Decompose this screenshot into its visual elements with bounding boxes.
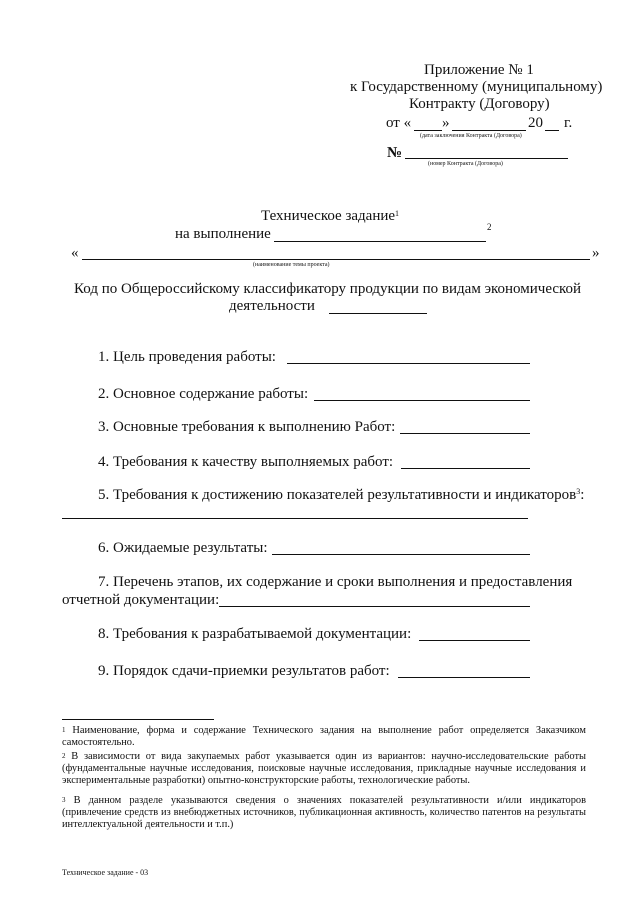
document-title: Техническое задание$^1$ [261, 208, 400, 224]
item-6-field[interactable] [272, 554, 530, 555]
item-4-field[interactable] [401, 468, 530, 469]
item-3-field[interactable] [400, 433, 530, 434]
okved-code-field[interactable] [329, 313, 427, 314]
date-year-field[interactable] [545, 130, 559, 131]
item-7-field[interactable] [219, 606, 530, 607]
footnote-ref-3: 3 [576, 487, 581, 496]
date-day-field[interactable] [414, 130, 442, 131]
item-8-label: 8. Требования к разрабатываемой документации: [98, 626, 412, 642]
contract-number-field[interactable] [405, 158, 568, 159]
appendix-line3: Контракту (Договору) [409, 96, 550, 112]
item-5-label: 5. Требования к достижению показателей результативности и индикаторов$^3$: [98, 487, 585, 503]
item-9-label: 9. Порядок сдачи-приемки результатов работ: [98, 663, 390, 679]
appendix-line2: к Государственному (муниципальному) [350, 79, 603, 95]
okved-line2: деятельности [229, 298, 315, 314]
item-6-label: 6. Ожидаемые результаты: [98, 540, 268, 556]
date-prefix: от « [386, 115, 412, 131]
item-4-label: 4. Требования к качеству выполняемых работ: [98, 454, 394, 470]
item-2-label: 2. Основное содержание работы: [98, 386, 309, 402]
footnote-ref-1: 1 [395, 209, 400, 218]
footnote-2: $^2$ В зависимости от вида закупаемых работ указывается один из вариантов: научно-исследовательские работы (фундаментальные научные исследования, поисковые научные исследования, прикладные научные исследования и экспериментальные разработки) опытно-конструкторские работы, технологические работы. [62, 751, 586, 786]
okved-line1: Код по Общероссийскому классификатору продукции по видам экономической [74, 281, 582, 297]
project-topic-field[interactable] [82, 259, 590, 260]
date-mid: » [442, 115, 450, 131]
item-1-label: 1. Цель проведения работы: [98, 349, 276, 365]
footnote-3: $^3$ В данном разделе указываются сведения о значениях показателей результативности и/или индикаторов (привлечение средств из внебюджетных источников, публикационная активность, количество патентов на результаты интеллектуальной деятельности и т.п.) [62, 795, 586, 830]
page-footer: Техническое задание - 03 [62, 868, 149, 877]
footnote-separator [62, 719, 214, 720]
footnote-ref-2: 2 [487, 222, 492, 232]
date-caption: (дата заключения Контракта (Договора) [420, 133, 522, 139]
date-month-field[interactable] [452, 130, 526, 131]
item-9-field[interactable] [398, 677, 530, 678]
item-3-label: 3. Основные требования к выполнению Работ: [98, 419, 396, 435]
item-7-label: 7. Перечень этапов, их содержание и сроки выполнения и предоставления [98, 574, 573, 590]
date-year-prefix: 20 [528, 115, 543, 131]
date-suffix: г. [564, 115, 573, 131]
topic-caption: (наименование темы проекта) [253, 262, 330, 268]
quote-close: » [592, 245, 600, 261]
item-1-field[interactable] [287, 363, 530, 364]
number-caption: (номер Контракта (Договора) [428, 161, 503, 167]
item-5-field[interactable] [62, 518, 528, 519]
work-type-field[interactable] [274, 241, 486, 242]
item-7-label-line2: отчетной документации: [62, 592, 220, 608]
item-2-field[interactable] [314, 400, 530, 401]
title-sub: на выполнение [175, 226, 271, 242]
appendix-title: Приложение № 1 [424, 62, 534, 78]
item-8-field[interactable] [419, 640, 530, 641]
footnote-1: $^1$ Наименование, форма и содержание Технического задания на выполнение работ определяется Заказчиком самостоятельно. [62, 725, 586, 748]
quote-open: « [71, 245, 79, 261]
number-prefix: № [387, 145, 403, 161]
